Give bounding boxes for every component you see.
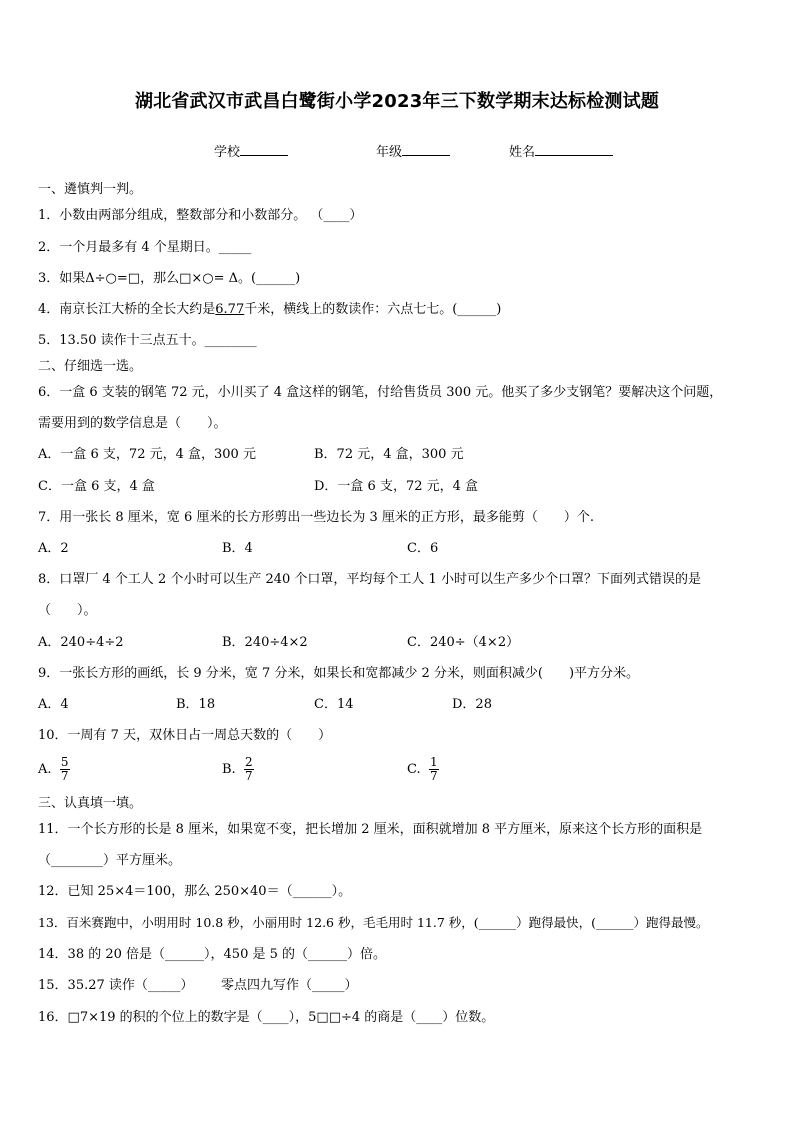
question-12: 12．已知 25×4＝100，那么 250×40＝（______）。 — [38, 884, 352, 899]
question-9: 9．一张长方形的画纸，长 9 分米，宽 7 分米，如果长和宽都减少 2 分米，则面积减少( )平方分米。 — [38, 666, 640, 681]
name-label: 姓名 — [509, 145, 536, 160]
question-15-part-b: 零点四九写作（_____） — [221, 978, 358, 993]
q10-option-b-letter: B. — [222, 762, 236, 777]
fraction-one-seventh — [429, 756, 439, 783]
question-11-line-2: （________）平方厘米。 — [38, 853, 182, 868]
q9-option-c[interactable]: C．14 — [314, 697, 354, 712]
section-heading-1: 一、遴慎判一判。 — [38, 182, 143, 197]
q6-option-a[interactable]: A．一盒 6 支，72 元，4 盒，300 元 — [38, 447, 256, 462]
question-11-line-1: 11．一个长方形的长是 8 厘米，如果宽不变，把长增加 2 厘米，面积就增加 8 平方厘米，原来这个长方形的面积是 — [38, 822, 703, 837]
school-blank[interactable] — [240, 142, 288, 156]
question-1: 1．小数由两部分组成，整数部分和小数部分。 （____） — [38, 208, 363, 223]
fraction-two-sevenths — [244, 756, 254, 783]
fraction-numerator: 5 — [60, 755, 69, 769]
q9-option-b[interactable]: B．18 — [176, 697, 216, 712]
question-6-line-2: 需要用到的数学信息是（ ）。 — [38, 416, 227, 431]
grade-blank[interactable] — [402, 142, 450, 156]
q6-option-b[interactable]: B．72 元，4 盒，300 元 — [314, 447, 464, 462]
question-4-text: 4．南京长江大桥的全长大约是 — [38, 302, 216, 317]
section-heading-2: 二、仔细选一选。 — [38, 359, 143, 374]
q8-option-b[interactable]: B．240÷4×2 — [222, 635, 308, 650]
q7-option-c[interactable]: C．6 — [407, 541, 439, 556]
section-heading-3: 三、认真填一填。 — [38, 796, 143, 811]
name-field — [509, 141, 613, 160]
q10-option-c-letter: C. — [407, 762, 421, 777]
question-8-line-1: 8．口罩厂 4 个工人 2 个小时可以生产 240 个口罩，平均每个工人 1 小时可以生产多少个口罩？下面列式错误的是 — [38, 572, 701, 587]
question-14: 14．38 的 20 倍是（______），450 是 5 的（______）倍。 — [38, 947, 387, 962]
q6-option-d[interactable]: D．一盒 6 支，72 元，4 盒 — [314, 479, 479, 494]
question-13: 13．百米赛跑中，小明用时 10.8 秒，小丽用时 12.6 秒，毛毛用时 11.7 秒，(______）跑得最快，(______）跑得最慢。 — [38, 915, 709, 930]
grade-field — [376, 141, 450, 160]
question-4-number: 6.77 — [215, 302, 245, 317]
q7-option-a[interactable]: A．2 — [38, 541, 69, 556]
fraction-denominator: 7 — [60, 769, 69, 783]
q10-option-b[interactable] — [222, 756, 254, 783]
fraction-denominator: 7 — [245, 769, 253, 783]
q6-option-c[interactable]: C．一盒 6 支，4 盒 — [38, 479, 155, 494]
question-15-part-a: 15．35.27 读作（_____） — [38, 978, 194, 993]
question-5: 5．13.50 读作十三点五十。________ — [38, 333, 257, 348]
q9-option-a[interactable]: A．4 — [38, 697, 69, 712]
question-4 — [38, 302, 501, 318]
q8-option-a[interactable]: A．240÷4÷2 — [38, 635, 124, 650]
q7-option-b[interactable]: B．4 — [222, 541, 253, 556]
name-blank[interactable] — [535, 142, 613, 156]
page-title: 湖北省武汉市武昌白鹭街小学2023年三下数学期末达标检测试题 — [134, 91, 660, 112]
q8-option-c[interactable]: C．240÷（4×2） — [407, 635, 520, 650]
fraction-denominator: 7 — [429, 769, 438, 783]
question-3: 3．如果Δ÷○=□，那么□×○= Δ。(______) — [38, 271, 301, 286]
q9-option-d[interactable]: D．28 — [452, 697, 492, 712]
grade-label: 年级 — [376, 145, 403, 160]
question-10: 10．一周有 7 天，双休日占一周总天数的（ ） — [38, 728, 332, 743]
question-2: 2．一个月最多有 4 个星期日。_____ — [38, 240, 252, 255]
q10-option-a-letter: A. — [38, 762, 52, 777]
question-7: 7．用一张长 8 厘米，宽 6 厘米的长方形剪出一些边长为 3 厘米的正方形，最多能剪（ ）个. — [38, 510, 595, 525]
school-field — [214, 141, 288, 160]
fraction-numerator: 1 — [429, 755, 438, 769]
q10-option-a[interactable] — [38, 756, 70, 783]
question-8-line-2: （ ）。 — [38, 603, 97, 618]
q10-option-c[interactable] — [407, 756, 439, 783]
fraction-five-sevenths — [60, 756, 70, 783]
school-label: 学校 — [214, 145, 241, 160]
question-4-text-end: 千米，横线上的数读作：六点七七。(______) — [244, 302, 502, 317]
question-6-line-1: 6．一盒 6 支装的钢笔 72 元，小川买了 4 盒这样的钢笔，付给售货员 300 元。他买了多少支钢笔？要解决这个问题， — [38, 385, 723, 400]
fraction-numerator: 2 — [245, 755, 253, 769]
question-16: 16．□7×19 的积的个位上的数字是（____），5□□÷4 的商是（____）位数。 — [38, 1010, 495, 1025]
